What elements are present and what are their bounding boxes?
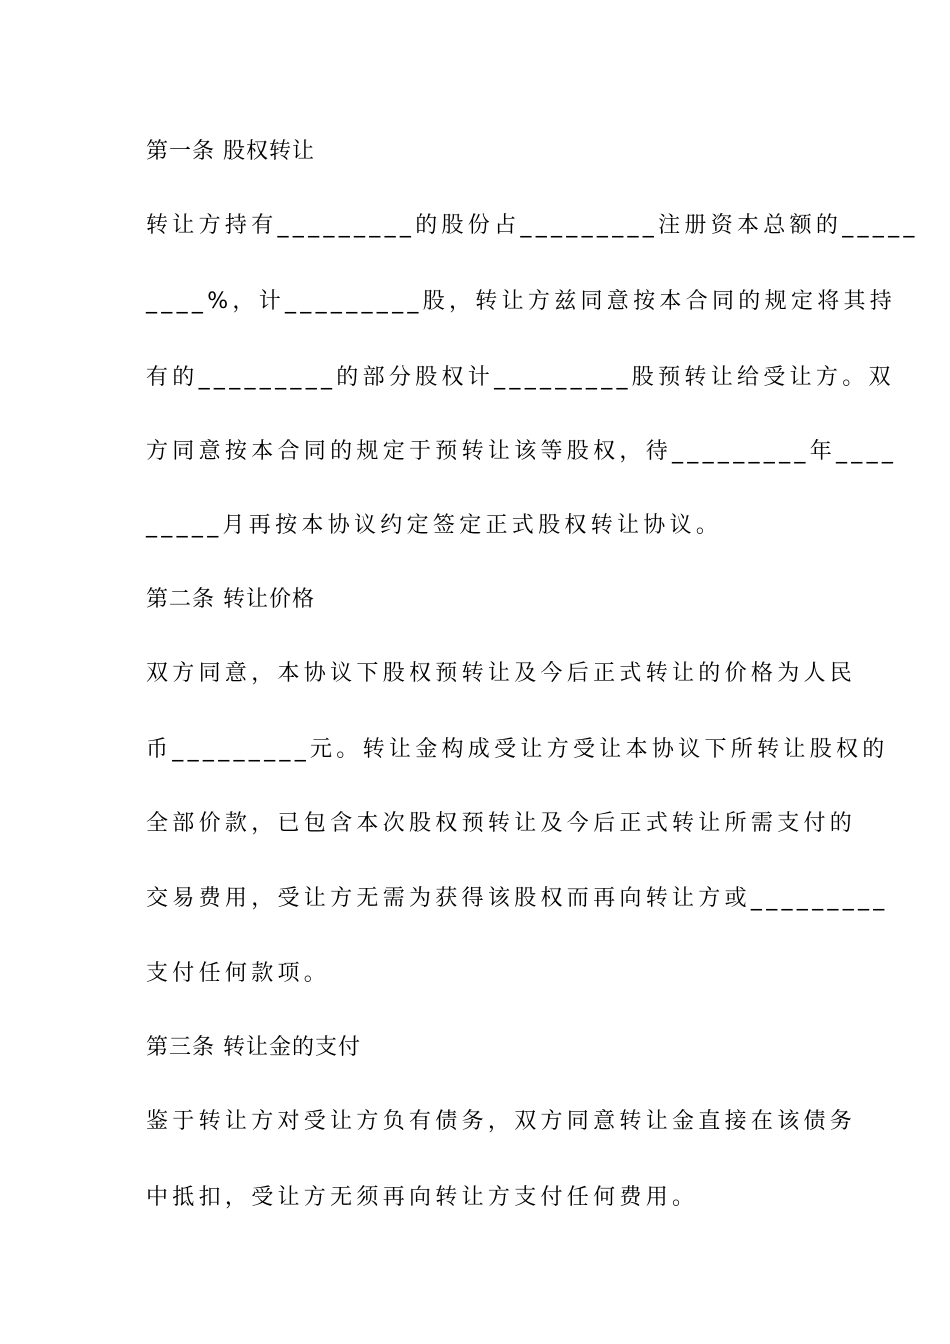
clause-1-paragraph-line: 方同意按本合同的规定于预转让该等股权，待_________年____ — [146, 439, 898, 464]
clause-3-heading: 第三条 转让金的支付 — [146, 1035, 361, 1060]
clause-1-paragraph-line: _____月再按本协议约定签定正式股权转让协议。 — [146, 513, 723, 538]
clause-3-paragraph-line: 鉴于转让方对受让方负有债务，双方同意转让金直接在该债务 — [146, 1109, 857, 1134]
clause-2-paragraph-line: 支付任何款项。 — [146, 961, 331, 986]
clause-2-heading: 第二条 转让价格 — [146, 587, 315, 612]
clause-1-paragraph-line: ____%，计_________股，转让方兹同意按本合同的规定将其持 — [146, 289, 897, 314]
clause-1-paragraph-line: 转让方持有_________的股份占_________注册资本总额的_____ — [146, 213, 919, 238]
clause-2-paragraph-line: 交易费用，受让方无需为获得该股权而再向转让方或_________ — [146, 886, 889, 911]
clause-2-paragraph-line: 全部价款，已包含本次股权预转让及今后正式转让所需支付的 — [146, 811, 857, 836]
clause-1-paragraph-line: 有的_________的部分股权计_________股预转让给受让方。双 — [146, 365, 895, 390]
clause-2-paragraph-line: 币_________元。转让金构成受让方受让本协议下所转让股权的 — [146, 737, 889, 762]
clause-1-heading: 第一条 股权转让 — [146, 139, 315, 164]
clause-2-paragraph-line: 双方同意，本协议下股权预转让及今后正式转让的价格为人民 — [146, 661, 857, 686]
clause-3-paragraph-line: 中抵扣，受让方无须再向转让方支付任何费用。 — [146, 1185, 699, 1210]
